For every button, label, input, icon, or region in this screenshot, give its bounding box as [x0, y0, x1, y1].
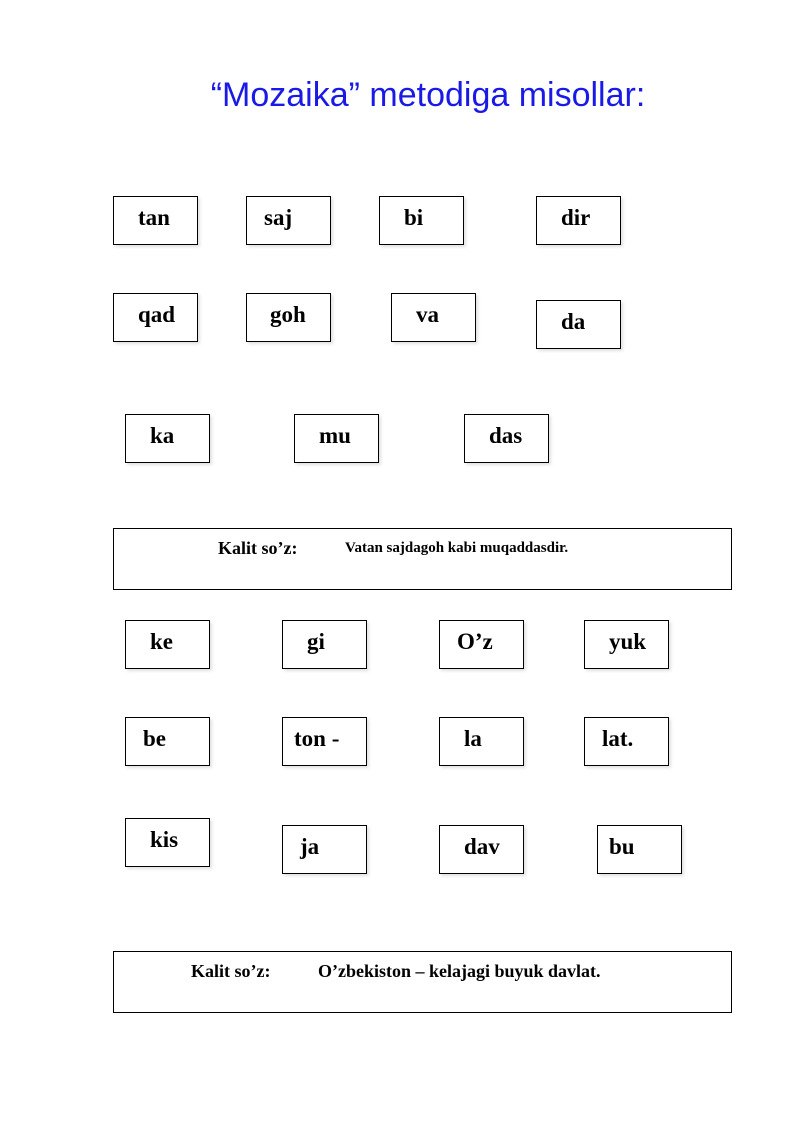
syllable-text: bu	[609, 834, 635, 859]
key-phrase-box	[113, 528, 732, 590]
syllable-text: bi	[404, 205, 424, 230]
syllable-text: mu	[319, 423, 351, 448]
syllable-text: da	[561, 309, 586, 334]
syllable-text: lat.	[602, 726, 634, 751]
syllable-text: ka	[150, 423, 175, 448]
syllable-card	[536, 196, 621, 245]
page-title: “Mozaika” metodiga misollar:	[210, 76, 646, 114]
syllable-text: tan	[138, 205, 170, 230]
syllable-card	[294, 414, 379, 463]
syllable-card	[584, 620, 669, 669]
syllable-card	[391, 293, 476, 342]
syllable-text: be	[143, 726, 166, 751]
syllable-card	[597, 825, 682, 874]
key-phrase-box	[113, 951, 732, 1013]
syllable-text: das	[489, 423, 523, 448]
syllable-text: yuk	[609, 629, 647, 654]
syllable-text: goh	[270, 302, 306, 327]
syllable-card	[439, 620, 524, 669]
key-label: Kalit so’z:	[191, 961, 271, 981]
syllable-text: gi	[307, 629, 325, 654]
syllable-text: saj	[264, 205, 293, 230]
syllable-card	[282, 717, 367, 766]
syllable-card	[125, 818, 210, 867]
syllable-text: va	[416, 302, 439, 327]
key-phrase: Vatan sajdagoh kabi muqaddasdir.	[345, 540, 569, 556]
key-label: Kalit so’z:	[218, 538, 298, 558]
syllable-card	[282, 620, 367, 669]
syllable-card	[113, 293, 198, 342]
syllable-card	[439, 717, 524, 766]
syllable-card	[246, 196, 331, 245]
syllable-card	[125, 717, 210, 766]
syllable-card	[584, 717, 669, 766]
syllable-card	[439, 825, 524, 874]
syllable-text: ke	[150, 629, 173, 654]
syllable-card	[125, 620, 210, 669]
syllable-text: qad	[138, 302, 176, 327]
syllable-text: kis	[150, 827, 179, 852]
syllable-text: dav	[464, 834, 500, 859]
key-phrase: O’zbekiston – kelajagi buyuk davlat.	[318, 961, 601, 981]
syllable-card	[464, 414, 549, 463]
syllable-card	[246, 293, 331, 342]
syllable-card	[379, 196, 464, 245]
syllable-text: ja	[300, 834, 320, 859]
syllable-text: la	[464, 726, 482, 751]
syllable-text: ton -	[294, 726, 340, 751]
syllable-card	[125, 414, 210, 463]
syllable-card	[113, 196, 198, 245]
syllable-card	[536, 300, 621, 349]
syllable-text: O’z	[457, 629, 493, 654]
syllable-card	[282, 825, 367, 874]
syllable-text: dir	[561, 205, 591, 230]
